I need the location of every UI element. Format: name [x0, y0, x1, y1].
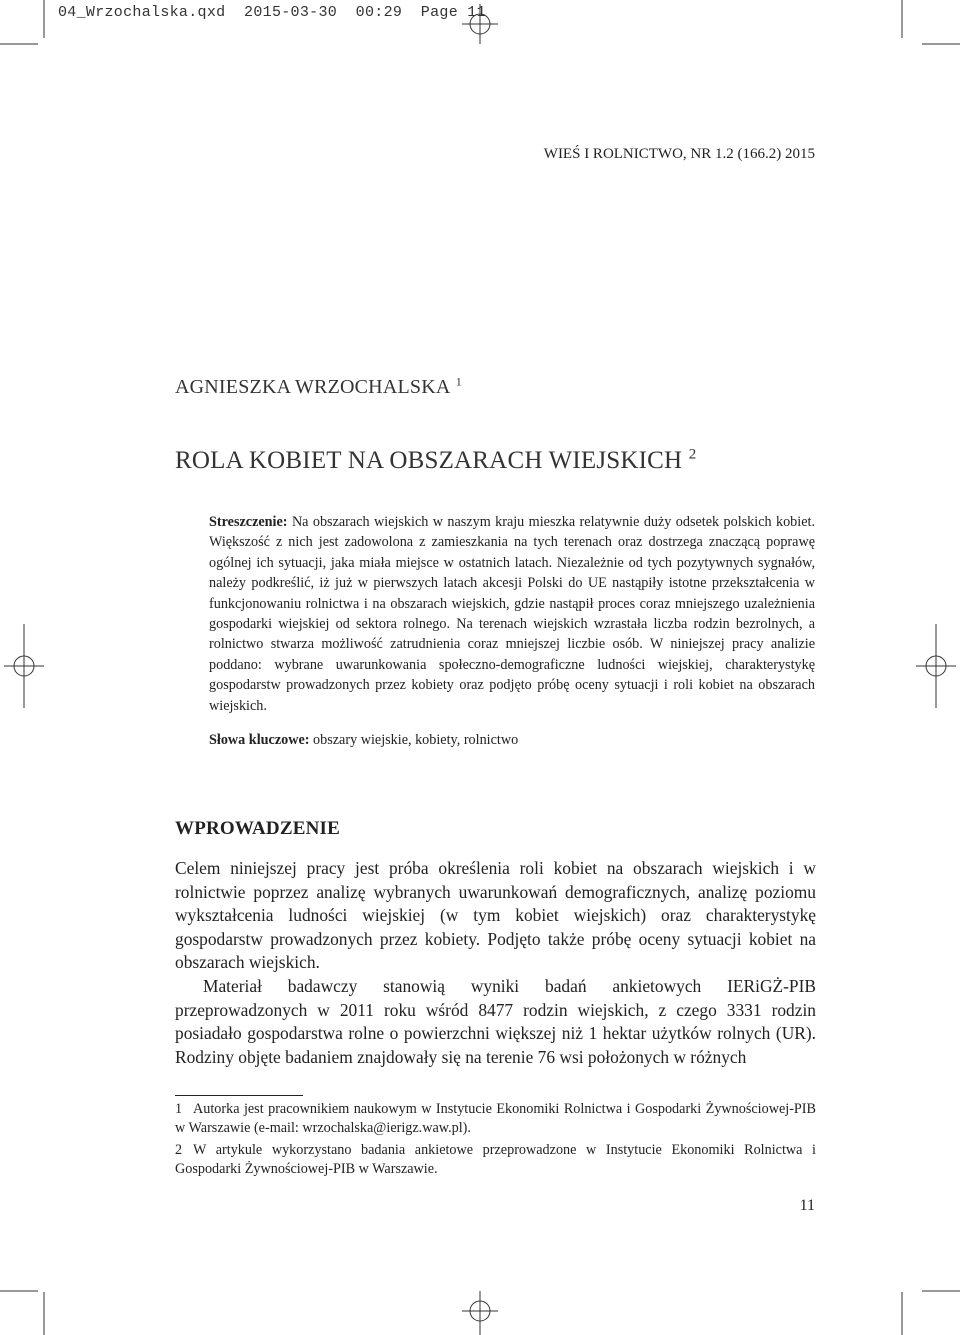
registration-mark-bottom [462, 1291, 498, 1335]
journal-header: WIEŚ I ROLNICTWO, NR 1.2 (166.2) 2015 [543, 146, 815, 162]
title-footnote-ref: 2 [688, 446, 697, 463]
author-name [175, 376, 462, 399]
section-heading: WPROWADZENIE [175, 818, 340, 839]
page-number: 11 [799, 1197, 815, 1214]
slug-time: 00:29 [355, 4, 403, 21]
footnote-number: 2 [175, 1142, 183, 1158]
keywords-label: Słowa kluczowe: [209, 732, 310, 748]
abstract-label: Streszczenie: [209, 514, 288, 530]
body-paragraph: Celem niniejszej pracy jest próba określenia roli kobiet na obszarach wiejskich i w rolnictwie poprzez analizę wybranych uwarunkowań demograficznych, analizę poziomu wykształcenia ludności wiejskiej (w tym kobiet wiejskich) oraz charakterystykę gospodarstw prowadzonych przez kobiety. Podjęto także próbę oceny sytuacji kobiet na obszarach wiejskich. [175, 858, 816, 973]
footnote-text: Autorka jest pracownikiem naukowym w Instytucie Ekonomiki Rolnictwa i Gospodarki Żywnościowej-PIB w Warszawie (e-mail: wrzochalska@ierigz.waw.pl). [175, 1101, 816, 1136]
print-slug [58, 4, 486, 21]
keywords-text: obszary wiejskie, kobiety, rolnictwo [313, 732, 519, 748]
title-text: ROLA KOBIET NA OBSZARACH WIEJSKICH [175, 447, 683, 474]
registration-mark-right [916, 624, 956, 708]
author-footnote-ref: 1 [455, 374, 462, 389]
slug-page: Page 11 [420, 4, 486, 21]
footnote-number: 1 [175, 1101, 183, 1117]
body-paragraph: Materiał badawczy stanowią wyniki badań ankietowych IERiGŻ-PIB przeprowadzonych w 2011 roku wśród 8477 rodzin wiejskich, z czego 3331 rodzin posiadało gospodarstwa rolne o powierzchni większej niż 1 hektar użytków rolnych (UR). Rodziny objęte badaniem znajdowały się na terenie 76 wsi położonych w różnych [175, 975, 816, 1067]
body-text [175, 857, 816, 1069]
registration-mark-left [4, 624, 44, 708]
keywords [209, 732, 518, 749]
article-title [175, 447, 696, 475]
author-text: AGNIESZKA WRZOCHALSKA [175, 376, 451, 398]
footnote [175, 1100, 816, 1138]
abstract-text: Na obszarach wiejskich w naszym kraju mieszka relatywnie duży odsetek polskich kobiet. Większość z nich jest zadowolona z zamieszkania na tych terenach oraz dostrzega znaczącą poprawę ogólnej ich sytuacji, jaka miała miejsce w ostatnich latach. Niezależnie od tych pozytywnych sygnałów, należy podkreślić, iż już w pierwszych latach akcesji Polski do UE nastąpiły istotne przekształcenia w funkcjonowaniu rolnictwa i na obszarach wiejskich, gdzie nastąpił proces coraz mniejszego uzależnienia gospodarki wiejskiej od sektora rolnego. Na terenach wiejskich wzrastała liczba rodzin bezrolnych, a rolnictwo stwarza możliwość zatrudnienia coraz mniejszej liczbie osób. W niniejszej pracy analizie poddano: wybrane uwarunkowania społeczno-demograficzne ludności wiejskiej, charakterystykę gospodarstw prowadzonych przez kobiety oraz podjęto próbę oceny sytuacji i roli kobiet na obszarach wiejskich. [209, 514, 816, 714]
footnotes [175, 1100, 816, 1182]
slug-date: 2015-03-30 [244, 4, 338, 21]
footnote-divider [175, 1095, 303, 1096]
footnote [175, 1141, 816, 1179]
footnote-text: W artykule wykorzystano badania ankietowe przeprowadzone w Instytucie Ekonomiki Rolnictwa i Gospodarki Żywnościowej-PIB w Warszawie. [175, 1142, 816, 1177]
slug-file: 04_Wrzochalska.qxd [58, 4, 226, 21]
abstract [209, 512, 815, 716]
